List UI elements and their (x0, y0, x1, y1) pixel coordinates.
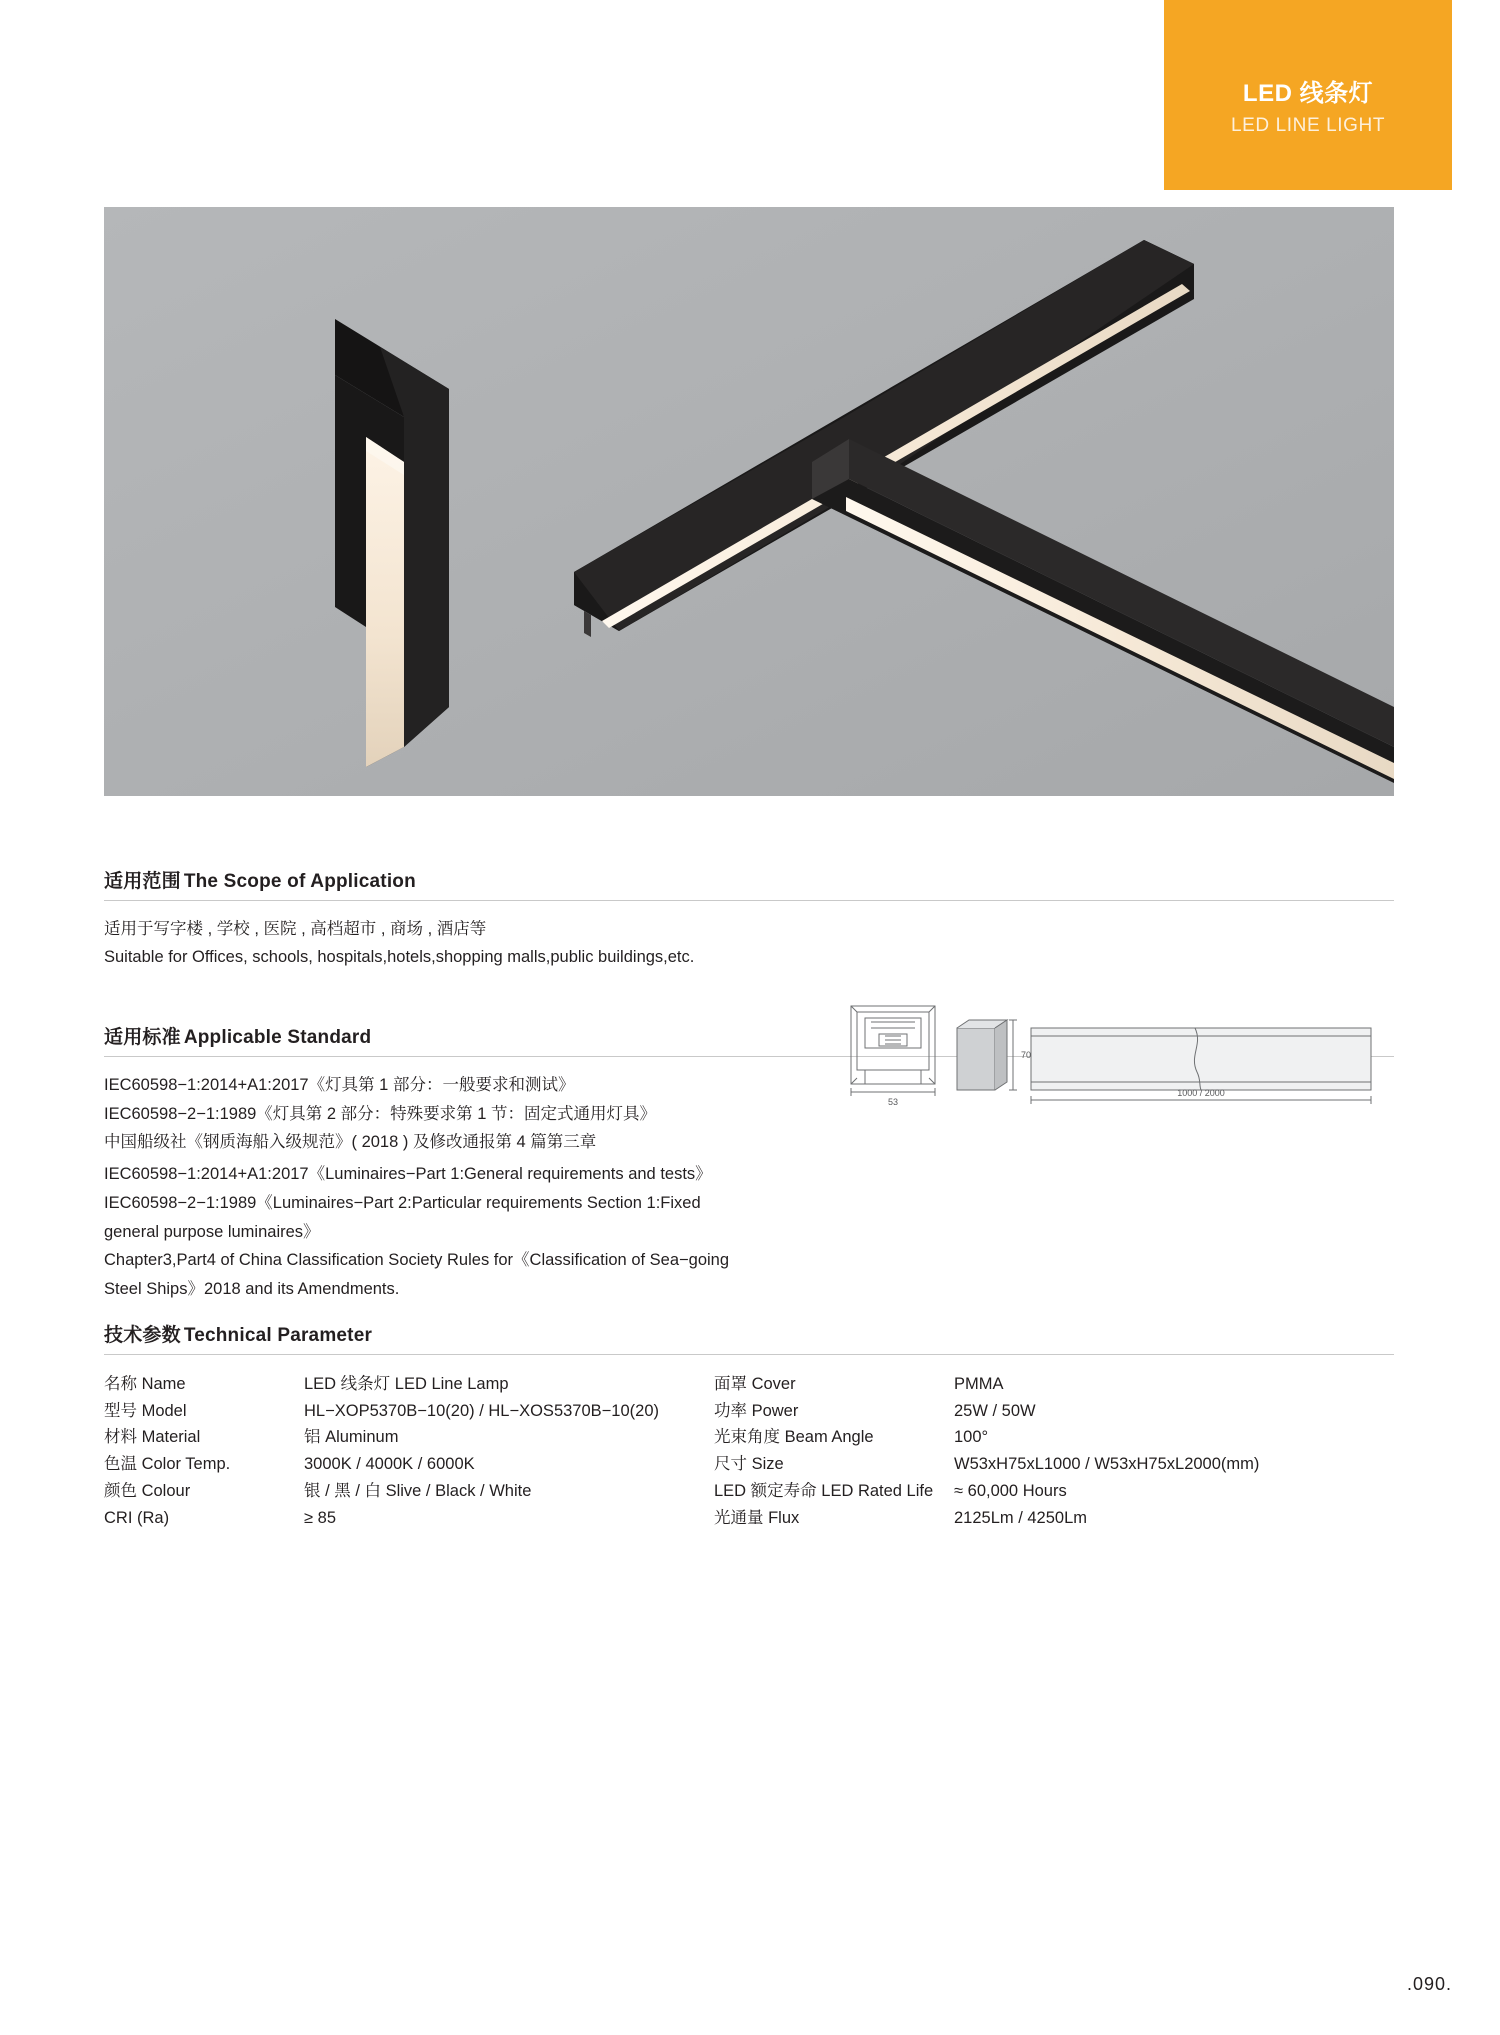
tech-value: ≥ 85 (304, 1508, 336, 1527)
tech-label: 光通量 Flux (714, 1508, 800, 1527)
standard-line-en-5: Steel Ships》2018 and its Amendments. (104, 1279, 400, 1298)
scope-section (104, 866, 1394, 972)
tech-value: LED 线条灯 LED Line Lamp (304, 1375, 509, 1393)
standard-title-cn: 适用标准 (104, 1027, 181, 1048)
product-hero-image (104, 207, 1394, 796)
tech-label: 材料 Material (104, 1428, 201, 1447)
scope-body (104, 915, 1394, 972)
technical-drawing (845, 1000, 1395, 1135)
drawing-dim-width: 53 (887, 1097, 899, 1107)
tech-label: 光束角度 Beam Angle (714, 1428, 874, 1447)
header-title-cn: LED 线条灯 (1242, 80, 1374, 107)
tech-value: 银 / 黑 / 白 Slive / Black / White (304, 1481, 532, 1500)
table-row (104, 1398, 714, 1425)
tech-title (104, 1320, 1394, 1355)
standard-line-cn-3: 中国船级社《钢质海船入级规范》( 2018 ) 及修改通报第 4 篇第三章 (104, 1133, 597, 1152)
scope-line-en: Suitable for Offices, schools, hospitals,hotels,shopping malls,public buildings,etc. (104, 948, 695, 967)
scope-line-cn: 适用于写字楼 , 学校 , 医院 , 高档超市 , 商场 , 酒店等 (104, 920, 487, 938)
tech-label: CRI (Ra) (104, 1508, 170, 1527)
hero-illustration (104, 207, 1394, 796)
table-row (714, 1371, 1334, 1398)
standard-line-cn-1: IEC60598−1:2014+A1:2017《灯具第 1 部分：一般要求和测试》 (104, 1076, 575, 1094)
table-row (714, 1478, 1334, 1505)
table-row (104, 1451, 714, 1478)
tech-label: 色温 Color Temp. (104, 1455, 231, 1474)
table-row (104, 1424, 714, 1451)
tech-section (104, 1320, 1394, 1531)
tech-column-right (714, 1371, 1334, 1531)
scope-title-cn: 适用范围 (104, 871, 181, 892)
header-badge (1164, 0, 1452, 190)
drawing-dim-length: 1000 / 2000 (1177, 1088, 1225, 1098)
table-row (714, 1451, 1334, 1478)
tech-value: 3000K / 4000K / 6000K (304, 1455, 475, 1474)
scope-title-en: The Scope of Application (183, 871, 416, 892)
standard-title-en: Applicable Standard (183, 1027, 372, 1048)
drawing-illustration (845, 1000, 1395, 1135)
table-row (104, 1371, 714, 1398)
table-row (714, 1398, 1334, 1425)
tech-title-en: Technical Parameter (183, 1325, 373, 1346)
page-number: .090. (1406, 1974, 1452, 1994)
tech-table (104, 1371, 1394, 1531)
tech-label: 颜色 Colour (104, 1481, 191, 1500)
tech-label: 型号 Model (104, 1401, 187, 1420)
tech-value: 2125Lm / 4250Lm (954, 1508, 1088, 1527)
tech-title-cn: 技术参数 (104, 1325, 181, 1346)
tech-value: ≈ 60,000 Hours (954, 1481, 1067, 1500)
standard-line-en-2: IEC60598−2−1:1989《Luminaires−Part 2:Particular requirements Section 1:Fixed (104, 1193, 701, 1212)
standard-line-cn-2: IEC60598−2−1:1989《灯具第 2 部分：特殊要求第 1 节：固定式通用灯具》 (104, 1104, 656, 1123)
tech-value: PMMA (954, 1375, 1004, 1393)
table-row (714, 1424, 1334, 1451)
table-row (714, 1505, 1334, 1532)
tech-value: 铝 Aluminum (304, 1428, 399, 1447)
tech-label: 名称 Name (104, 1375, 186, 1393)
tech-value: 100° (954, 1428, 989, 1447)
table-row (104, 1505, 714, 1532)
standard-line-en-4: Chapter3,Part4 of China Classification Society Rules for《Classification of Sea−going (104, 1251, 730, 1270)
header-title-en: LED LINE LIGHT (1230, 115, 1386, 137)
tech-label: 功率 Power (714, 1401, 799, 1420)
tech-value: W53xH75xL1000 / W53xH75xL2000(mm) (954, 1455, 1260, 1474)
scope-title (104, 866, 1394, 901)
tech-label: 尺寸 Size (714, 1455, 784, 1474)
tech-value: HL−XOP5370B−10(20) / HL−XOS5370B−10(20) (304, 1401, 659, 1420)
tech-value: 25W / 50W (954, 1401, 1036, 1420)
tech-label: LED 额定寿命 LED Rated Life (714, 1481, 934, 1500)
drawing-dim-height: 70 (1021, 1050, 1032, 1060)
standard-line-en-1: IEC60598−1:2014+A1:2017《Luminaires−Part 1:General requirements and tests》 (104, 1165, 712, 1184)
tech-column-left (104, 1371, 714, 1531)
standard-line-en-3: general purpose luminaires》 (104, 1222, 320, 1241)
table-row (104, 1478, 714, 1505)
tech-label: 面罩 Cover (714, 1375, 796, 1393)
